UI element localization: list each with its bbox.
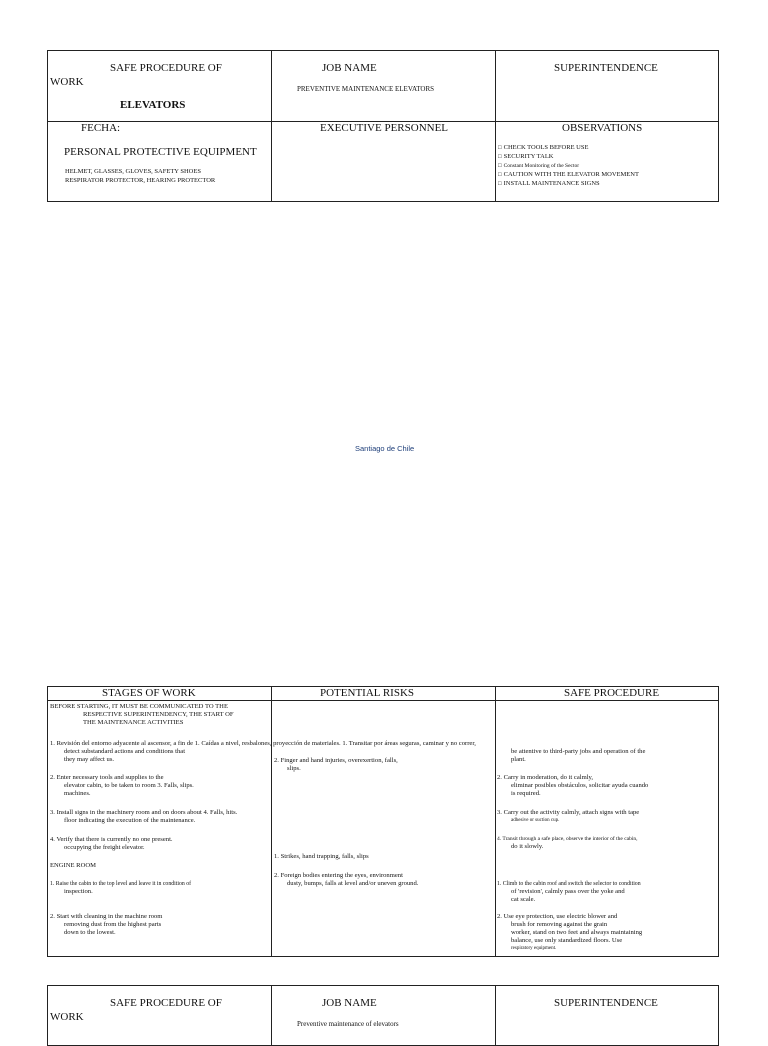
row6-stage: 2. Start with cleaning in the machine room removing dust from the highest parts down to the lowest. xyxy=(50,913,163,936)
observation-item: □ CAUTION WITH THE ELEVATOR MOVEMENT xyxy=(498,171,639,178)
executive-cell xyxy=(272,122,496,202)
row1-line: 1. Revisión del entorno adyacente al ascensor, a fin de 1. Caídas a nivel, resbalones, proyección de materiales. 1. Transitar por áreas seguras, caminar y no correr, xyxy=(50,740,476,747)
ppe-cell xyxy=(48,122,272,202)
procedure-title-line1: SAFE PROCEDURE OF xyxy=(110,62,222,74)
row4-safe: 4. Transit through a safe place, observe the interior of the cabin, do it slowly. xyxy=(497,836,638,850)
procedure-title-line3: ELEVATORS xyxy=(120,99,186,111)
job-name-value: PREVENTIVE MAINTENANCE ELEVATORS xyxy=(297,85,435,93)
procedure-title-cell-bottom xyxy=(48,986,272,1046)
row3-stage: 3. Install signs in the machinery room and on doors about 4. Falls, hits. floor indicating the execution of the maintenance. xyxy=(50,809,238,824)
row5-safe: 1. Climb to the cabin roof and switch the selector to condition of 'revision', calmly pass over the yoke and cat scale. xyxy=(497,881,641,903)
row6-safe: 2. Use eye protection, use electric blower and brush for removing against the grain worker, stand on two feet and always maintaining balance, use only standardized floors. Use respiratory equipment. xyxy=(497,913,643,951)
ppe-label: PERSONAL PROTECTIVE EQUIPMENT xyxy=(64,146,257,158)
row2-safe: 2. Carry in moderation, do it calmly, eliminar posibles obstáculos, solicitar ayuda cuando is required. xyxy=(497,774,649,797)
header-stages xyxy=(48,687,272,701)
superintendence-label-bottom: SUPERINTENDENCE xyxy=(554,997,658,1009)
row5-stage: 1. Raise the cabin to the top level and leave it in condition of inspection. xyxy=(50,881,192,895)
engine-room-label: ENGINE ROOM xyxy=(50,862,96,869)
risk-strikes: 1. Strikes, hand trapping, falls, slips xyxy=(274,853,369,860)
job-name-cell-bottom xyxy=(272,986,496,1046)
ppe-line1: HELMET, GLASSES, GLOVES, SAFETY SHOES xyxy=(65,168,201,175)
superintendence-cell xyxy=(496,51,719,122)
job-name-label-bottom: JOB NAME xyxy=(322,997,377,1009)
procedure-title-bottom-line1: SAFE PROCEDURE OF xyxy=(110,997,222,1009)
superintendence-cell-bottom xyxy=(496,986,719,1046)
superintendence-label: SUPERINTENDENCE xyxy=(554,62,658,74)
row3-safe: 3. Carry out the activity calmly, attach signs with tape adhesive or suction cup. xyxy=(497,809,640,823)
stages-header-label: STAGES OF WORK xyxy=(102,687,196,699)
job-name-value-bottom: Preventive maintenance of elevators xyxy=(297,1020,399,1028)
risks-column xyxy=(272,701,496,957)
observations-cell xyxy=(496,122,719,202)
row2-risk: 2. Finger and hand injuries, overexertion, falls, slips. xyxy=(274,757,398,772)
procedure-title-cell xyxy=(48,51,272,122)
header-form-bottom xyxy=(47,985,719,1046)
observations-label: OBSERVATIONS xyxy=(562,122,643,134)
header-safe xyxy=(496,687,719,701)
row4-stage: 4. Verify that there is currently no one present. occupying the freight elevator. xyxy=(50,836,173,851)
observation-item: □ CHECK TOOLS BEFORE USE xyxy=(498,144,588,151)
procedure-title-bottom-line2: WORK xyxy=(50,1011,84,1023)
risks-header-label: POTENTIAL RISKS xyxy=(320,687,415,699)
executive-label: EXECUTIVE PERSONNEL xyxy=(320,122,449,134)
observation-item: □ INSTALL MAINTENANCE SIGNS xyxy=(498,180,600,187)
intro-text: BEFORE STARTING, IT MUST BE COMMUNICATED TO THE RESPECTIVE SUPERINTENDENCY, THE START OF THE MAINTENANCE ACTIVITIES xyxy=(50,703,234,726)
ppe-line2: RESPIRATOR PROTECTOR, HEARING PROTECTOR xyxy=(65,177,216,184)
safe-header-label: SAFE PROCEDURE xyxy=(564,687,660,699)
procedure-title-line2: WORK xyxy=(50,76,84,88)
job-name-label: JOB NAME xyxy=(322,62,377,74)
observation-item: □ SECURITY TALK xyxy=(498,153,553,160)
job-name-cell xyxy=(272,51,496,122)
fecha-label: FECHA: xyxy=(81,122,121,134)
row1-stage: detect substandard actions and conditions that they may affect us. xyxy=(64,748,186,763)
observation-item: □ Constant Monitoring of the Sector xyxy=(498,163,579,169)
header-form-top xyxy=(47,50,719,202)
risk-foreign: 2. Foreign bodies entering the eyes, environment dusty, bumps, falls at level and/or uneven ground. xyxy=(274,872,419,887)
row1-safe: be attentive to third-party jobs and operation of the plant. xyxy=(511,748,646,763)
city-footer: Santiago de Chile xyxy=(355,444,415,453)
header-risks xyxy=(272,687,496,701)
row2-stage: 2. Enter necessary tools and supplies to the elevator cabin, to be taken to room 3. Falls, slips. machines. xyxy=(50,774,194,797)
